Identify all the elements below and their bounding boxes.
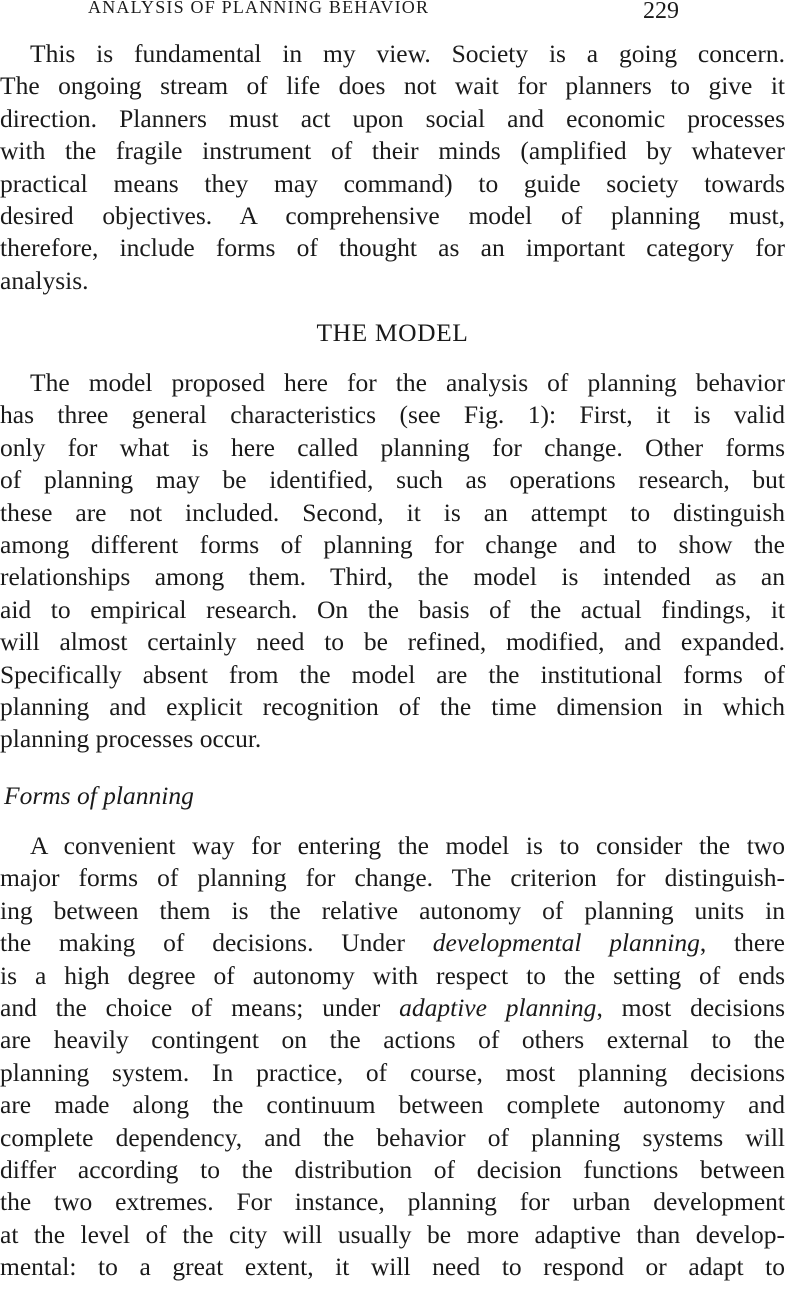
emphasis-adaptive-planning: adaptive planning [399, 992, 597, 1022]
text-line: with the fragile instrument of their minds (amplified by whatever [0, 136, 785, 166]
text-line: are heavily contingent on the actions of others external to the [0, 1025, 785, 1055]
text-run: the making of decisions. Under [0, 928, 433, 958]
text-line: This is fundamental in my view. Society is a going concern. [30, 39, 785, 68]
running-head [0, 0, 785, 26]
paragraph-3 [0, 830, 785, 1283]
section-heading: THE MODEL [316, 318, 469, 347]
text-line: ing between them is the relative autonomy of planning units in [0, 895, 785, 925]
text-run: , most decisions [596, 992, 785, 1022]
text-line: only for what is here called planning for change. Other forms [0, 432, 785, 462]
text-line: practical means they may command) to guide society towards [0, 168, 785, 198]
text-line: major forms of planning for change. The criterion for distinguish- [0, 863, 785, 893]
text-line: of planning may be identified, such as operations research, but [0, 465, 785, 495]
text-line: the two extremes. For instance, planning for urban development [0, 1187, 785, 1217]
text-line: is a high degree of autonomy with respect to the setting of ends [0, 960, 785, 990]
paragraph-1 [0, 38, 785, 297]
text-line: will almost certainly need to be refined, modified, and expanded. [0, 627, 785, 657]
paragraph-2 [0, 367, 785, 756]
text-line: are made along the continuum between complete autonomy and [0, 1090, 785, 1120]
emphasis-developmental-planning: developmental planning [432, 928, 700, 958]
text-line: planning system. In practice, of course, most planning decisions [0, 1057, 785, 1087]
text-line: mental: to a great extent, it will need to respond or adapt to [0, 1252, 785, 1282]
text-line: analysis. [0, 265, 89, 295]
text-line: differ according to the distribution of decision functions between [0, 1154, 785, 1184]
text-line: Specifically absent from the model are the institutional forms of [0, 659, 785, 689]
text-line: complete dependency, and the behavior of planning systems will [0, 1122, 785, 1152]
page-number: 229 [643, 0, 679, 24]
text-line: has three general characteristics (see Fig. 1): First, it is valid [0, 400, 785, 430]
text-line: planning processes occur. [0, 724, 262, 754]
text-line: desired objectives. A comprehensive model of planning must, [0, 200, 785, 230]
text-line: therefore, include forms of thought as an important category for [0, 233, 785, 263]
text-line: The model proposed here for the analysis of planning behavior [30, 368, 785, 397]
text-line: direction. Planners must act upon social and economic processes [0, 103, 785, 133]
text-run: and the choice of means; under [0, 992, 400, 1022]
text-line: these are not included. Second, it is an attempt to distinguish [0, 497, 785, 527]
text-line: A convenient way for entering the model is to consider the two [30, 831, 785, 860]
text-line: among different forms of planning for change and to show the [0, 529, 785, 559]
text-line [0, 927, 785, 959]
text-run: , there [699, 928, 785, 958]
text-line: relationships among them. Third, the model is intended as an [0, 562, 785, 592]
text-line: planning and explicit recognition of the time dimension in which [0, 691, 785, 721]
running-title: ANALYSIS OF PLANNING BEHAVIOR [88, 0, 430, 17]
text-line: The ongoing stream of life does not wait for planners to give it [0, 71, 785, 101]
text-line: at the level of the city will usually be more adaptive than develop- [0, 1219, 785, 1249]
text-line [0, 992, 785, 1024]
text-line: aid to empirical research. On the basis of the actual findings, it [0, 594, 785, 624]
subheading: Forms of planning [4, 781, 194, 810]
